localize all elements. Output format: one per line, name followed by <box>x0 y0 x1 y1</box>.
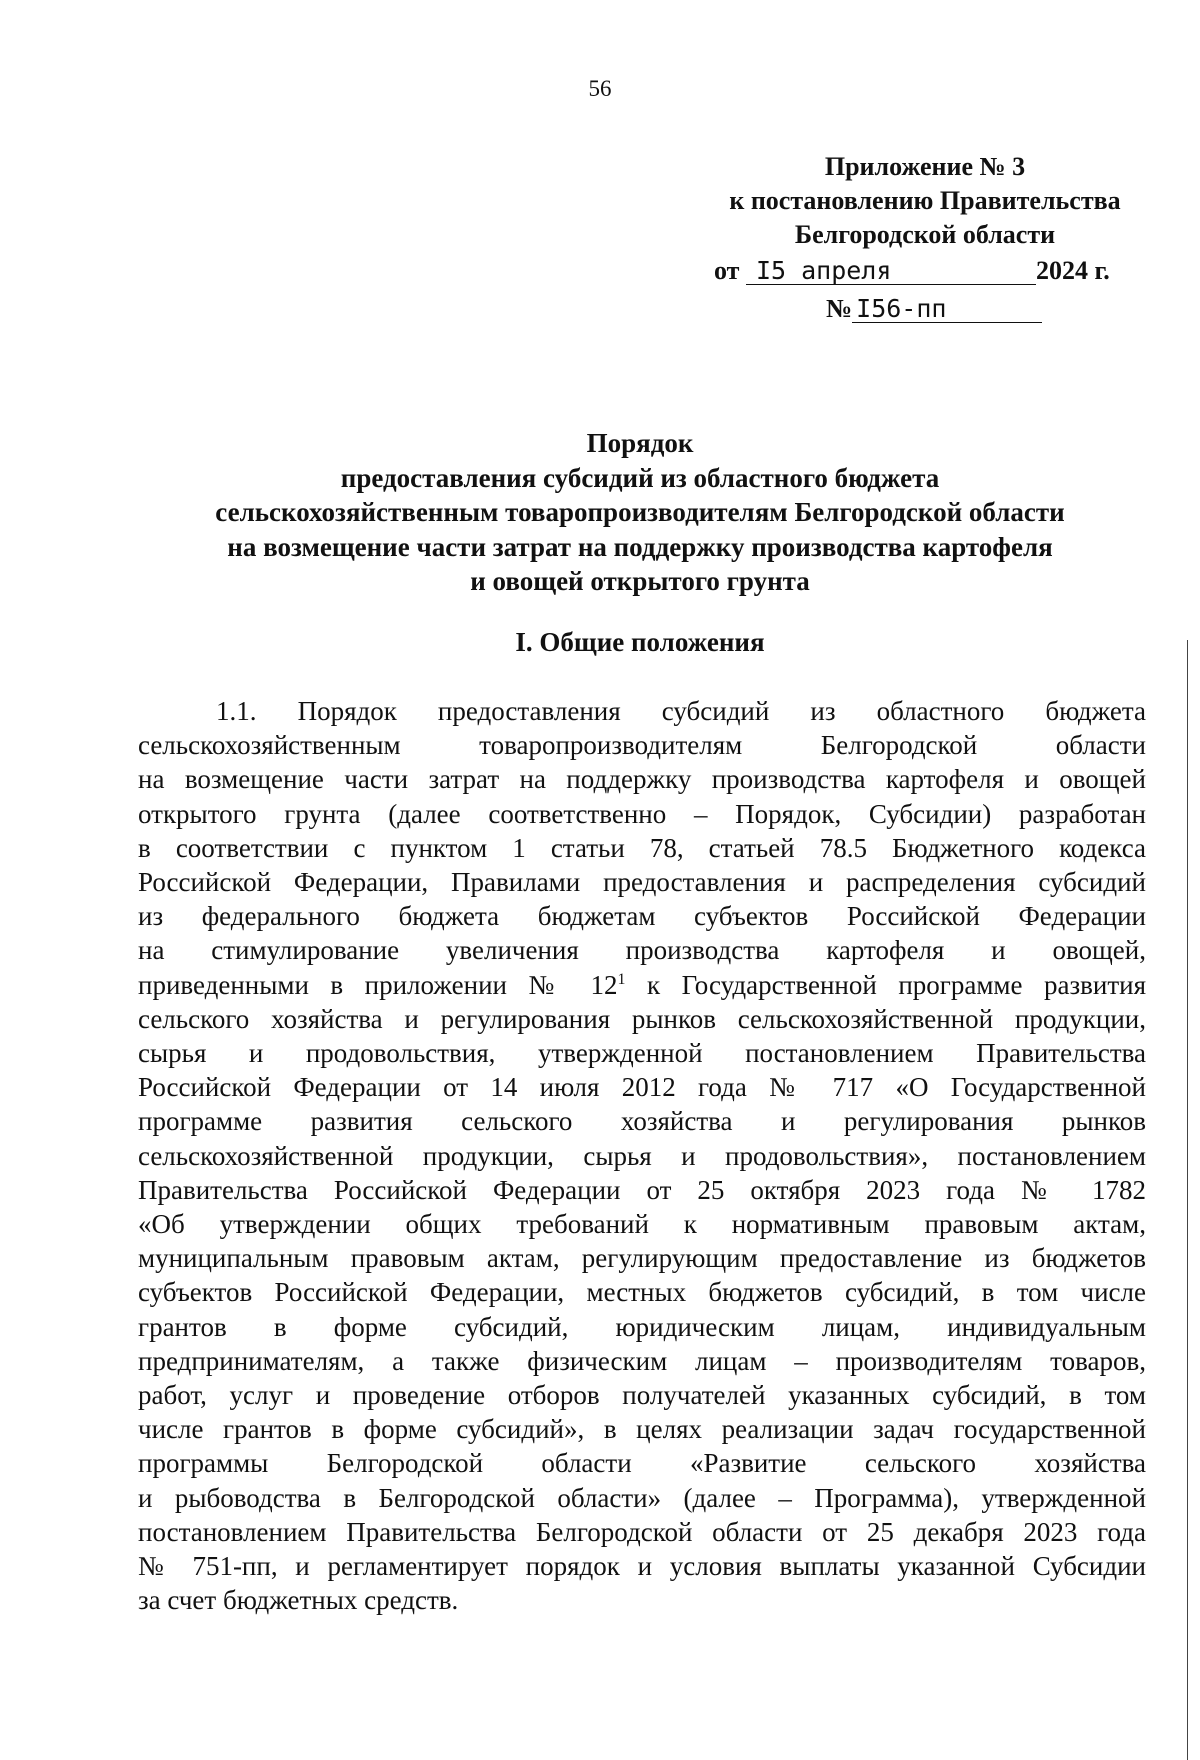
text-line: программы Белгородской области «Развитие сельского хозяйства <box>138 1448 1146 1479</box>
text-line: сырья и продовольствия, утвержденной постановлением Правительства <box>138 1038 1146 1069</box>
text-line: «Об утверждении общих требований к нормативным правовым актам, <box>138 1209 1146 1240</box>
title-line: сельскохозяйственным товаропроизводителям Белгородской области <box>215 497 1065 527</box>
text-line: на стимулирование увеличения производства картофеля и овощей, <box>138 935 1146 966</box>
text-fragment: приведенными в приложении № 12 <box>138 969 618 1000</box>
text-line: и рыбоводства в Белгородской области» (далее – Программа), утвержденной <box>138 1482 1146 1513</box>
date-prefix: от <box>714 256 740 285</box>
text-line: субъектов Российской Федерации, местных бюджетов субсидий, в том числе <box>138 1277 1146 1308</box>
title-line: Порядок <box>586 428 694 458</box>
appendix-header <box>680 150 1170 252</box>
date-value: I5 апреля <box>746 258 1036 285</box>
appendix-region: Белгородской области <box>794 220 1056 249</box>
text-line: сельскохозяйственной продукции, сырья и продовольствия», постановлением <box>138 1140 1146 1171</box>
appendix-number <box>826 294 1042 324</box>
title-line: на возмещение части затрат на поддержку производства картофеля <box>227 531 1053 562</box>
document-title <box>140 426 1140 599</box>
number-value: I56-пп <box>852 296 1042 323</box>
text-line: сельского хозяйства и регулирования рынков сельскохозяйственной продукции, <box>138 1003 1146 1034</box>
text-line: работ, услуг и проведение отборов получателей указанных субсидий, в том <box>138 1380 1146 1411</box>
appendix-reference: к постановлению Правительства <box>729 186 1121 215</box>
paragraph-1-1 <box>138 694 1146 1617</box>
text-line: из федерального бюджета бюджетам субъектов Российской Федерации <box>138 901 1146 932</box>
text-line: открытого грунта (далее соответственно – Порядок, Субсидии) разработан <box>138 798 1146 829</box>
text-line: программе развития сельского хозяйства и регулирования рынков <box>138 1106 1146 1137</box>
text-line: в соответствии с пунктом 1 статьи 78, статьей 78.5 Бюджетного кодекса <box>138 832 1146 863</box>
text-line: за счет бюджетных средств. <box>138 1585 459 1616</box>
text-fragment: к Государственной программе развития <box>625 969 1146 1000</box>
text-line: постановлением Правительства Белгородской области от 25 декабря 2023 года <box>138 1516 1146 1547</box>
text-line: предпринимателям, а также физическим лицам – производителям товаров, <box>138 1345 1146 1376</box>
text-line: Российской Федерации от 14 июля 2012 года № 717 «О Государственной <box>138 1072 1146 1103</box>
text-line: Правительства Российской Федерации от 25 октября 2023 года № 1782 <box>138 1174 1146 1205</box>
text-line <box>138 968 1146 1002</box>
text-line: 1.1. Порядок предоставления субсидий из областного бюджета <box>216 696 1146 726</box>
footnote-marker: 1 <box>617 970 626 988</box>
text-line: № 751-пп, и регламентирует порядок и условия выплаты указанной Субсидии <box>138 1551 1146 1582</box>
text-line: грантов в форме субсидий, юридическим лицам, индивидуальным <box>138 1311 1146 1342</box>
appendix-date <box>714 256 1110 286</box>
text-line: на возмещение части затрат на поддержку производства картофеля и овощей <box>138 764 1146 795</box>
scan-margin-line <box>1187 640 1188 1760</box>
text-line: числе грантов в форме субсидий», в целях реализации задач государственной <box>138 1414 1146 1445</box>
title-line: предоставления субсидий из областного бюджета <box>340 462 940 493</box>
text-line: Российской Федерации, Правилами предоставления и распределения субсидий <box>138 867 1146 898</box>
text-line: муниципальным правовым актам, регулирующим предоставление из бюджетов <box>138 1243 1146 1274</box>
appendix-title: Приложение № 3 <box>824 152 1026 181</box>
section-heading: I. Общие положения <box>515 627 765 657</box>
page-number: 56 <box>588 76 612 101</box>
number-prefix: № <box>826 294 853 323</box>
text-line: сельскохозяйственным товаропроизводителям Белгородской области <box>138 730 1146 761</box>
title-line: и овощей открытого грунта <box>470 566 810 596</box>
date-year: 2024 г. <box>1035 256 1110 285</box>
